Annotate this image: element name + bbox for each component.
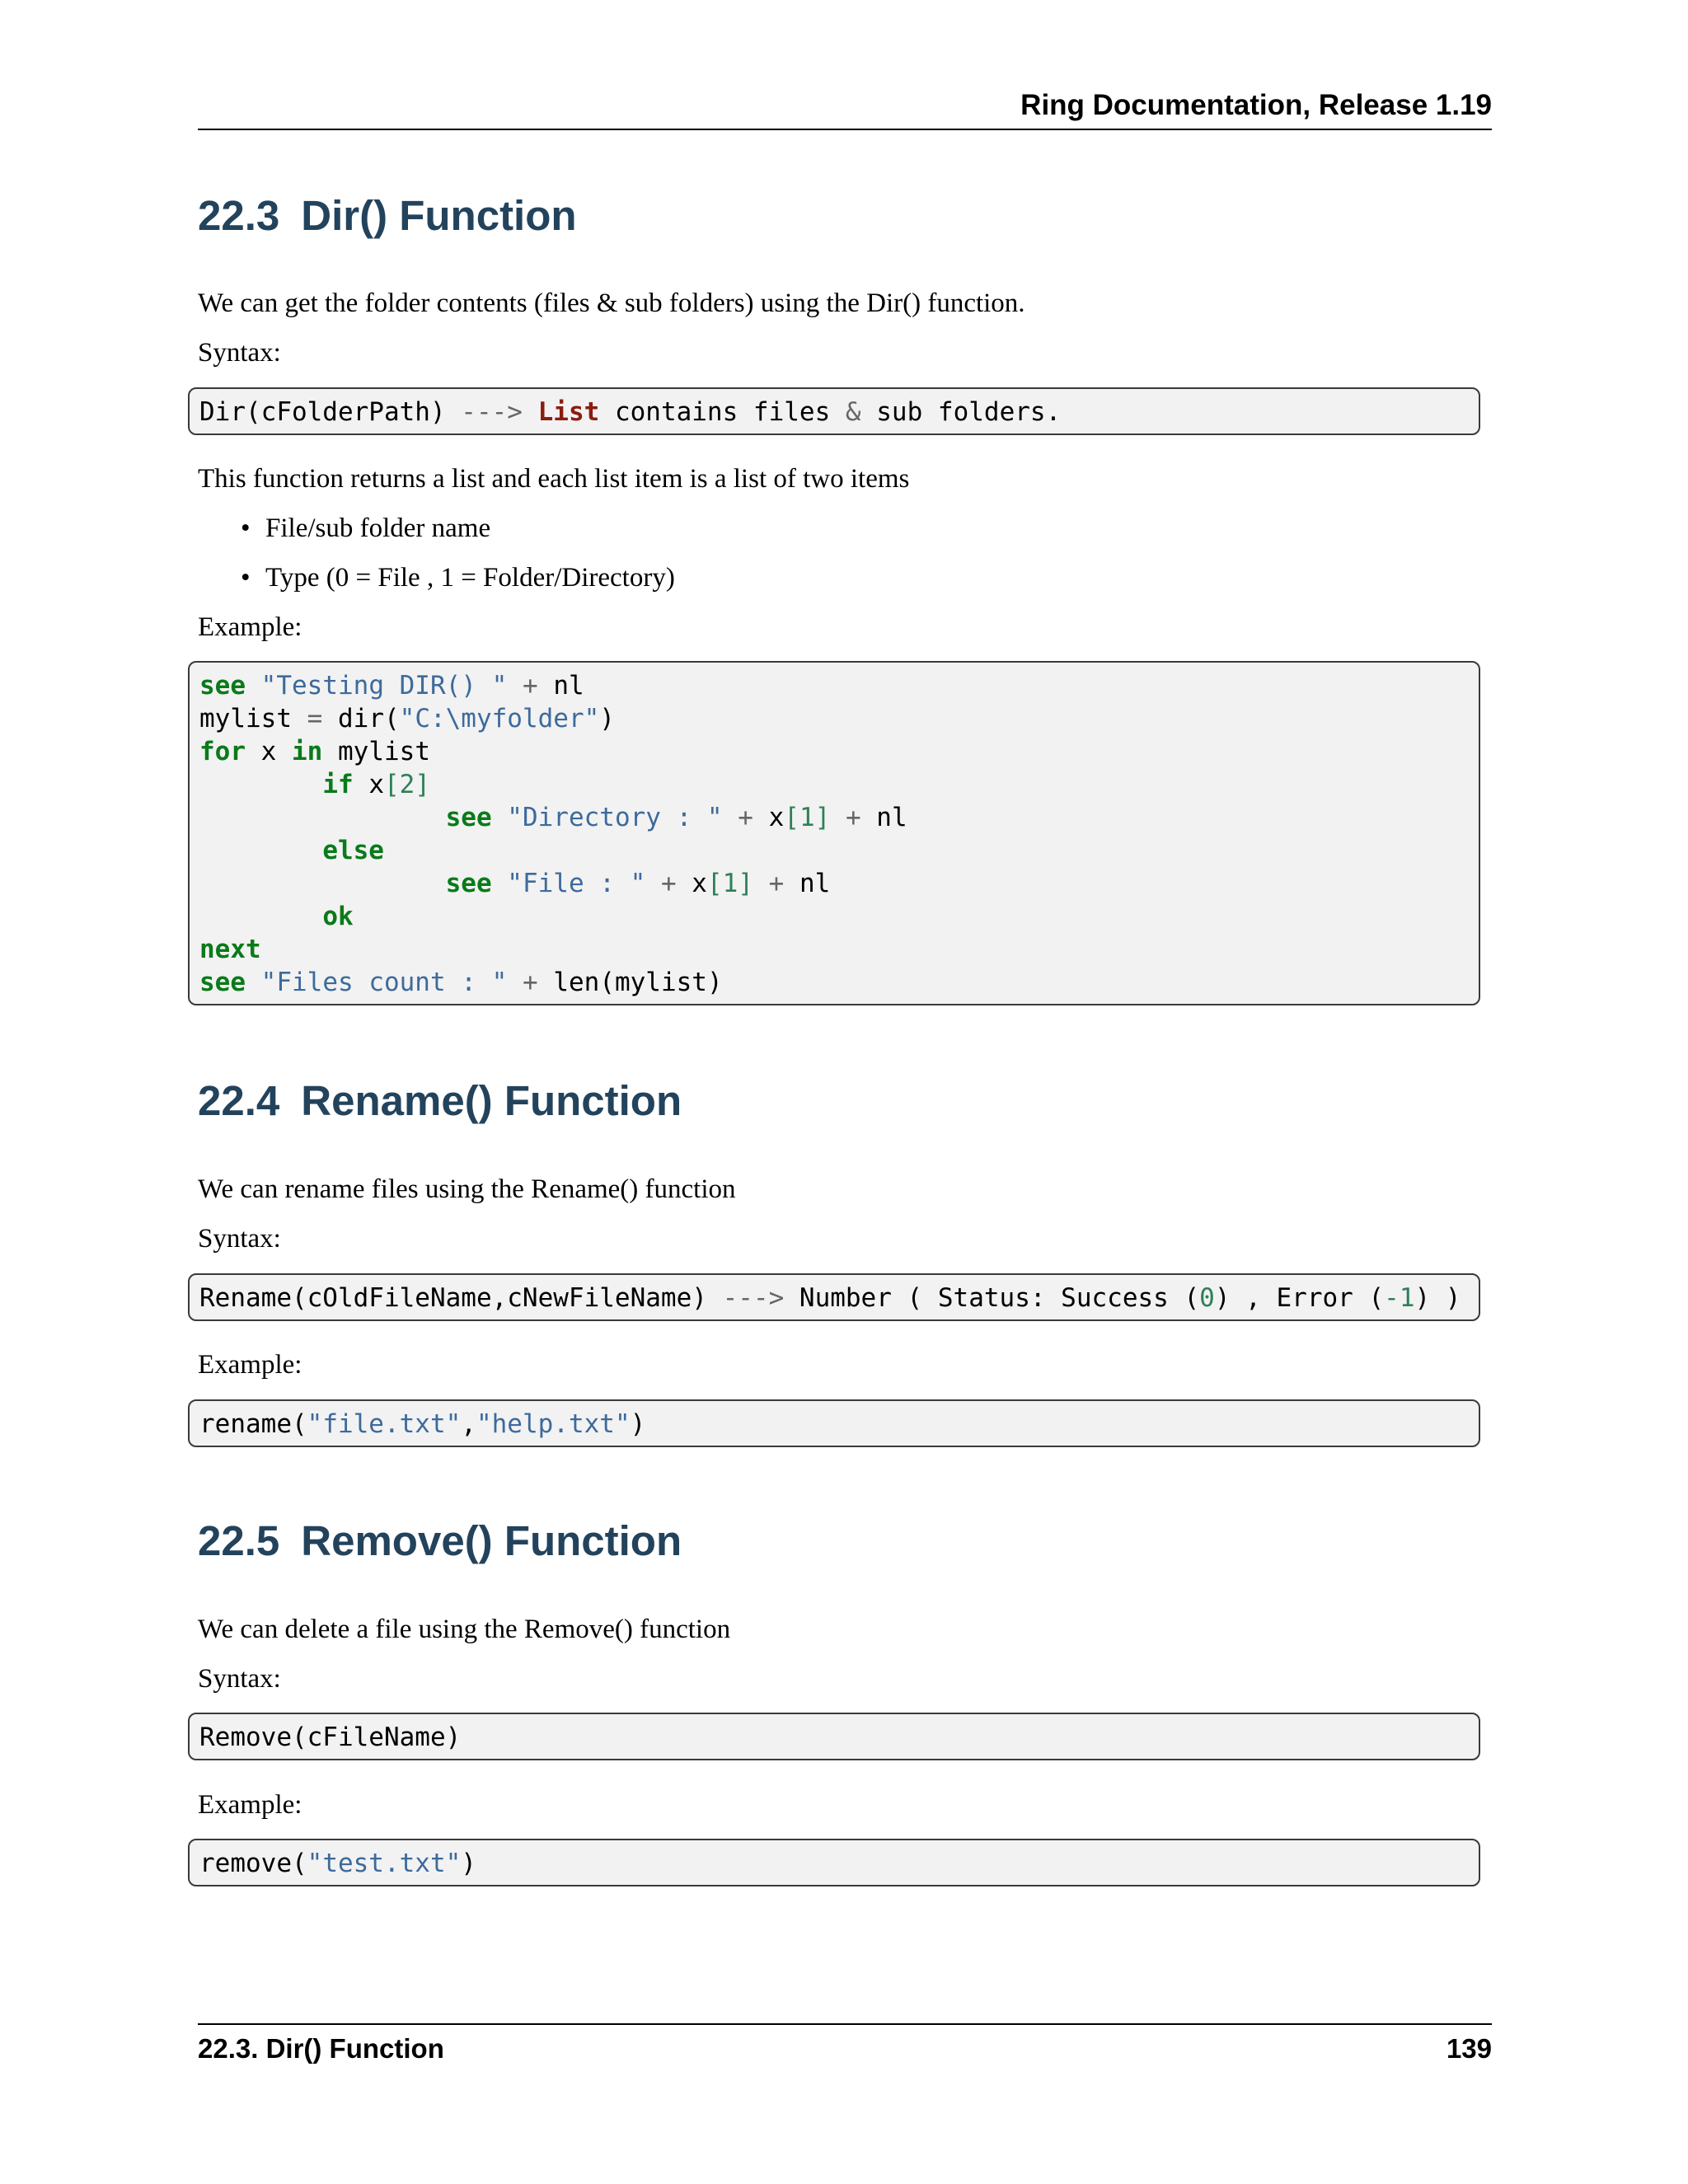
intro-paragraph: We can get the folder contents (files & sub folders) using the Dir() function.: [198, 288, 1025, 318]
list-item: • File/sub folder name: [241, 513, 491, 543]
running-footer: [198, 2023, 1492, 2064]
section-number: 22.3: [198, 192, 280, 239]
syntax-code-block: Dir(cFolderPath) ---> List contains files & sub folders.: [188, 387, 1480, 435]
example-code-block: see "Testing DIR() " + nl mylist = dir("C:\myfolder") for x in mylist if x[2] see "Directory : " + x[1] + nl else see "File : " + x[1] + nl ok next see "Files count : " + len(mylist): [188, 661, 1480, 1005]
footer-section: 22.3. Dir() Function: [198, 2033, 444, 2064]
syntax-label: Syntax:: [198, 1224, 281, 1254]
list-item: • Type (0 = File , 1 = Folder/Directory): [241, 563, 675, 593]
page-number: 139: [1446, 2033, 1492, 2064]
example-code-block: rename("file.txt","help.txt"): [188, 1399, 1480, 1447]
syntax-code-block: Remove(cFileName): [188, 1713, 1480, 1760]
section-heading-rename: [198, 1076, 682, 1125]
running-header: Ring Documentation, Release 1.19: [198, 89, 1492, 130]
syntax-label: Syntax:: [198, 1664, 281, 1694]
example-label: Example:: [198, 1790, 302, 1820]
example-code-block: remove("test.txt"): [188, 1839, 1480, 1886]
example-label: Example:: [198, 1350, 302, 1380]
intro-paragraph: We can rename files using the Rename() function: [198, 1174, 736, 1204]
section-heading-dir: [198, 191, 577, 240]
section-title: Remove() Function: [301, 1517, 682, 1564]
syntax-code-block: Rename(cOldFileName,cNewFileName) ---> Number ( Status: Success (0) , Error (-1) ): [188, 1273, 1480, 1321]
example-label: Example:: [198, 612, 302, 642]
intro-paragraph: We can delete a file using the Remove() function: [198, 1615, 731, 1644]
section-heading-remove: [198, 1516, 682, 1565]
returns-paragraph: This function returns a list and each list item is a list of two items: [198, 464, 910, 494]
syntax-label: Syntax:: [198, 338, 281, 368]
section-number: 22.5: [198, 1517, 280, 1564]
section-title: Rename() Function: [301, 1077, 682, 1124]
section-number: 22.4: [198, 1077, 280, 1124]
section-title: Dir() Function: [301, 192, 577, 239]
